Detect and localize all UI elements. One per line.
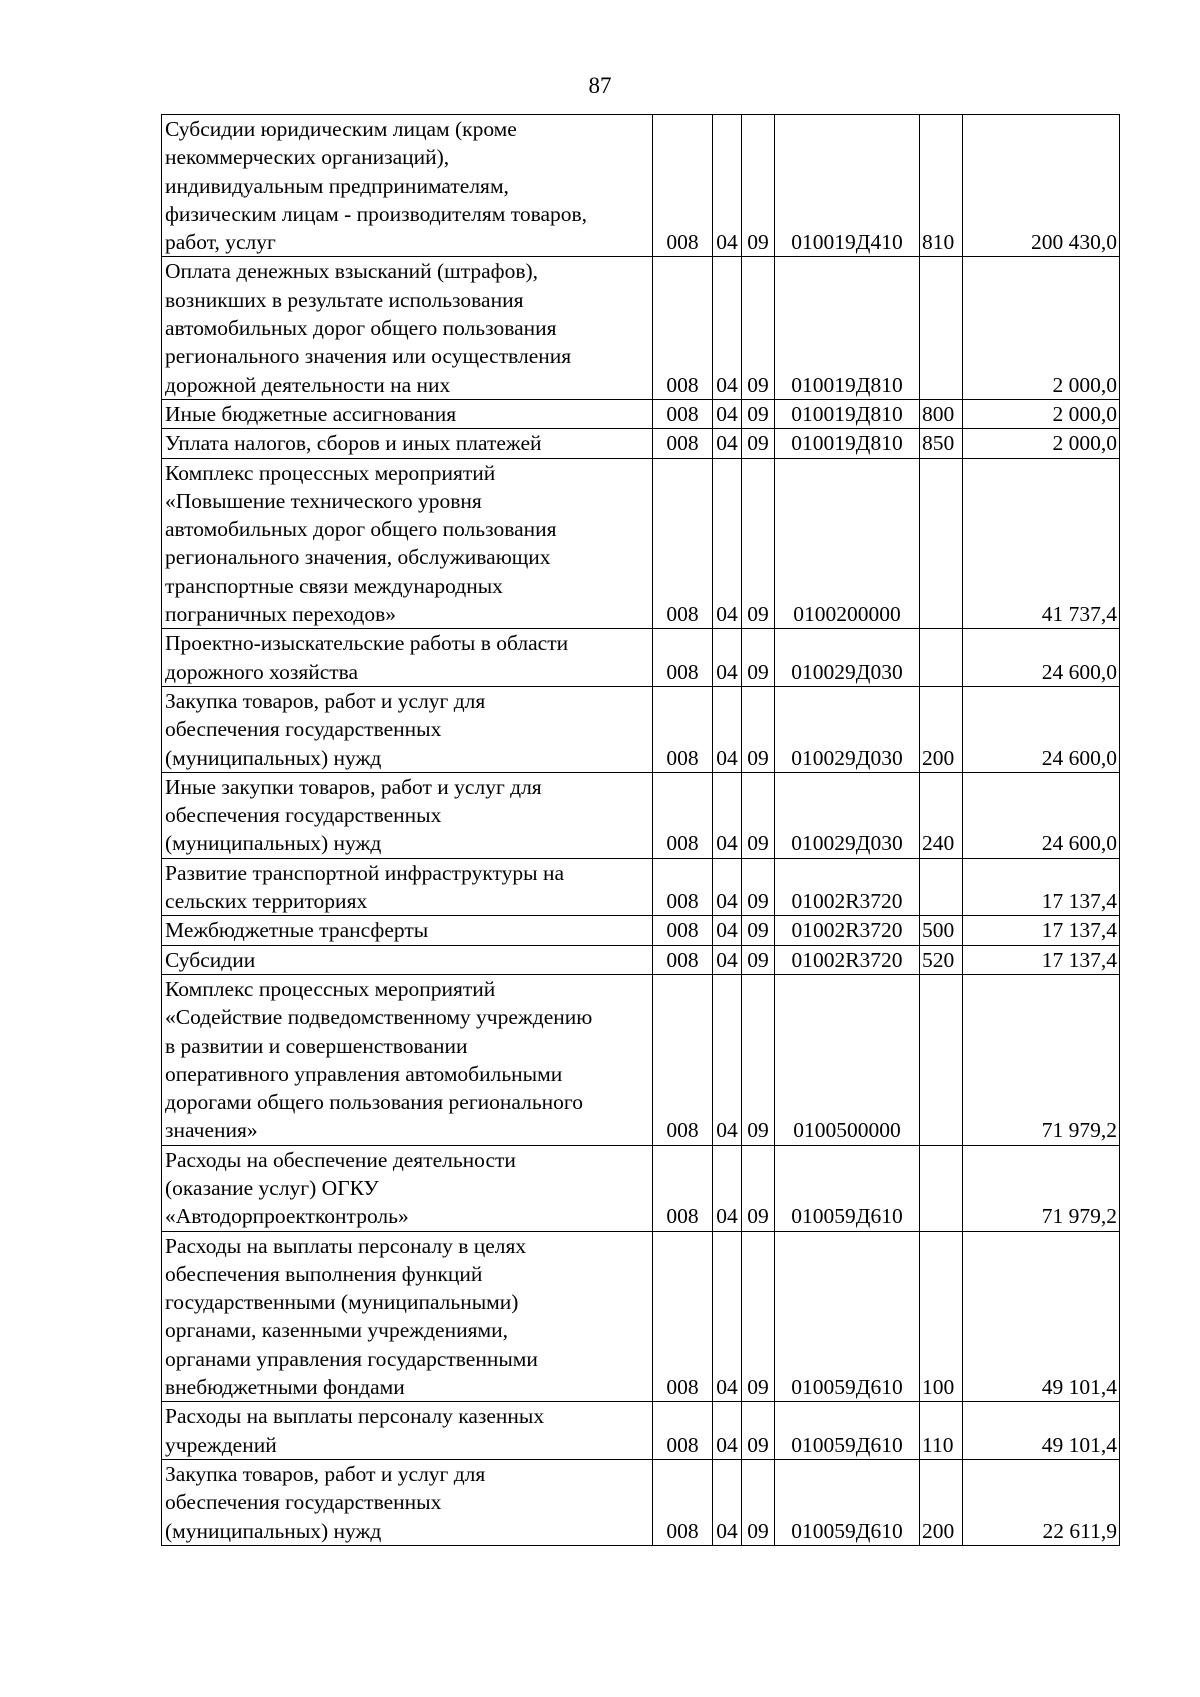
amount: 71 979,2 [963,1145,1120,1231]
table-row [162,1231,1120,1402]
expense-name-line: Межбюджетные трансферты [165,918,429,943]
expense-type-code: 810 [920,115,963,257]
section-code: 04 [713,945,742,974]
ministry-code: 008 [653,458,713,629]
expense-name-line: Субсидии юридическим лицам (кроме [165,117,517,141]
section-code: 04 [713,257,742,399]
expense-name-line: дорожной деятельности на них [165,372,451,397]
amount: 22 611,9 [963,1459,1120,1545]
amount: 17 137,4 [963,858,1120,916]
section-code: 04 [713,629,742,687]
expense-name-line: физическим лицам - производителям товаров, [165,201,588,226]
expense-name [162,974,653,1145]
section-code: 04 [713,974,742,1145]
expense-name-line: обеспечения государственных [165,803,442,828]
ministry-code: 008 [653,429,713,458]
target-article-code: 010019Д810 [775,399,920,428]
target-article-code: 01002R3720 [775,858,920,916]
expense-type-code: 500 [920,916,963,945]
ministry-code: 008 [653,629,713,687]
table-row [162,772,1120,858]
target-article-code: 010019Д410 [775,115,920,257]
amount: 2 000,0 [963,257,1120,399]
table-row [162,858,1120,916]
section-code: 04 [713,1402,742,1460]
expense-name-line: сельских территориях [165,889,368,914]
target-article-code: 010029Д030 [775,686,920,772]
expense-name-line: Субсидии [165,947,256,972]
target-article-code: 010029Д030 [775,772,920,858]
ministry-code: 008 [653,945,713,974]
expense-name [162,115,653,257]
expense-name-line: учреждений [165,1432,277,1457]
amount: 24 600,0 [963,772,1120,858]
section-code: 04 [713,458,742,629]
expense-type-code: 850 [920,429,963,458]
expense-name-line: «Повышение технического уровня [165,488,482,513]
expense-name [162,686,653,772]
expense-name-line: регионального значения или осуществления [165,344,572,369]
page-number: 87 [588,73,612,98]
expense-name [162,257,653,399]
expense-name-line: регионального значения, обслуживающих [165,545,551,570]
expense-name-line: Иные бюджетные ассигнования [165,401,457,426]
expense-name-line: (муниципальных) нужд [165,745,382,770]
target-article-code: 010019Д810 [775,257,920,399]
section-code: 04 [713,686,742,772]
ministry-code: 008 [653,399,713,428]
expense-name-line: Проектно-изыскательские работы в области [165,631,569,656]
expense-name-line: Развитие транспортной инфраструктуры на [165,860,565,885]
table-row [162,257,1120,399]
expense-name [162,1145,653,1231]
expense-type-code: 200 [920,1459,963,1545]
table-row [162,1145,1120,1231]
table-row [162,686,1120,772]
expense-name-line: работ, услуг [165,230,276,255]
amount: 2 000,0 [963,399,1120,428]
ministry-code: 008 [653,686,713,772]
amount: 24 600,0 [963,629,1120,687]
expense-type-code: 240 [920,772,963,858]
target-article-code: 010059Д610 [775,1231,920,1402]
ministry-code: 008 [653,1145,713,1231]
section-code: 04 [713,858,742,916]
expense-type-code [920,858,963,916]
expense-name-line: органами управления государственными [165,1346,538,1371]
ministry-code: 008 [653,916,713,945]
subsection-code: 09 [742,458,775,629]
expense-name [162,858,653,916]
expense-type-code: 100 [920,1231,963,1402]
target-article-code: 0100200000 [775,458,920,629]
expense-name-line: Закупка товаров, работ и услуг для [165,688,486,713]
expense-name-line: оперативного управления автомобильными [165,1061,563,1086]
section-code: 04 [713,429,742,458]
subsection-code: 09 [742,1231,775,1402]
expense-name-line: «Содействие подведомственному учреждению [165,1005,593,1030]
table-row [162,916,1120,945]
expense-type-code: 800 [920,399,963,428]
subsection-code: 09 [742,429,775,458]
expense-name [162,399,653,428]
subsection-code: 09 [742,974,775,1145]
table-row [162,429,1120,458]
subsection-code: 09 [742,858,775,916]
expense-type-code [920,1145,963,1231]
expense-name-line: некоммерческих организаций), [165,145,450,170]
expense-name-line: внебюджетными фондами [165,1375,405,1400]
expense-name-line: в развитии и совершенствовании [165,1033,468,1058]
expense-name [162,1459,653,1545]
table-row [162,458,1120,629]
target-article-code: 010029Д030 [775,629,920,687]
budget-table-body [162,115,1120,1546]
budget-table [161,114,1120,1546]
expense-name-line: (муниципальных) нужд [165,831,382,856]
expense-name-line: Уплата налогов, сборов и иных платежей [165,431,542,456]
target-article-code: 010059Д610 [775,1145,920,1231]
expense-name [162,1231,653,1402]
expense-name-line: государственными (муниципальными) [165,1290,519,1315]
ministry-code: 008 [653,1402,713,1460]
table-row [162,974,1120,1145]
expense-type-code: 200 [920,686,963,772]
table-row [162,1402,1120,1460]
expense-type-code [920,257,963,399]
expense-name-line: пограничных переходов» [165,602,396,627]
amount: 200 430,0 [963,115,1120,257]
amount: 41 737,4 [963,458,1120,629]
section-code: 04 [713,1231,742,1402]
expense-type-code [920,458,963,629]
expense-name-line: автомобильных дорог общего пользования [165,316,557,341]
section-code: 04 [713,1145,742,1231]
expense-name-line: значения» [165,1118,258,1143]
ministry-code: 008 [653,772,713,858]
table-row [162,399,1120,428]
expense-name-line: Расходы на выплаты персоналу казенных [165,1404,545,1429]
amount: 49 101,4 [963,1231,1120,1402]
expense-type-code [920,974,963,1145]
table-row [162,629,1120,687]
section-code: 04 [713,399,742,428]
target-article-code: 010019Д810 [775,429,920,458]
expense-name-line: обеспечения государственных [165,1490,442,1515]
section-code: 04 [713,772,742,858]
section-code: 04 [713,115,742,257]
expense-type-code [920,629,963,687]
expense-name-line: (муниципальных) нужд [165,1518,382,1543]
table-row [162,1459,1120,1545]
ministry-code: 008 [653,115,713,257]
subsection-code: 09 [742,686,775,772]
subsection-code: 09 [742,257,775,399]
expense-name-line: транспортные связи международных [165,573,503,598]
expense-name-line: Комплекс процессных мероприятий [165,976,496,1001]
expense-name [162,945,653,974]
subsection-code: 09 [742,1145,775,1231]
subsection-code: 09 [742,115,775,257]
amount: 17 137,4 [963,945,1120,974]
expense-type-code: 110 [920,1402,963,1460]
expense-name-line: обеспечения государственных [165,717,442,742]
ministry-code: 008 [653,1459,713,1545]
amount: 17 137,4 [963,916,1120,945]
subsection-code: 09 [742,1402,775,1460]
subsection-code: 09 [742,399,775,428]
expense-name-line: дорожного хозяйства [165,659,359,684]
expense-name-line: «Автодорпроектконтроль» [165,1204,409,1229]
expense-name-line: Иные закупки товаров, работ и услуг для [165,774,542,799]
expense-name [162,1402,653,1460]
subsection-code: 09 [742,945,775,974]
expense-name [162,458,653,629]
expense-name-line: дорогами общего пользования регионального [165,1090,583,1115]
target-article-code: 01002R3720 [775,916,920,945]
target-article-code: 010059Д610 [775,1459,920,1545]
amount: 71 979,2 [963,974,1120,1145]
expense-name-line: Комплекс процессных мероприятий [165,460,496,485]
expense-name-line: Закупка товаров, работ и услуг для [165,1461,486,1486]
expense-name-line: обеспечения выполнения функций [165,1261,483,1286]
expense-name [162,429,653,458]
expense-name [162,916,653,945]
subsection-code: 09 [742,916,775,945]
expense-name-line: автомобильных дорог общего пользования [165,517,557,542]
expense-name-line: возникших в результате использования [165,287,524,312]
amount: 49 101,4 [963,1402,1120,1460]
amount: 2 000,0 [963,429,1120,458]
section-code: 04 [713,1459,742,1545]
expense-name [162,629,653,687]
target-article-code: 01002R3720 [775,945,920,974]
expense-name-line: (оказание услуг) ОГКУ [165,1175,379,1200]
ministry-code: 008 [653,1231,713,1402]
target-article-code: 010059Д610 [775,1402,920,1460]
table-row [162,945,1120,974]
expense-name-line: Оплата денежных взысканий (штрафов), [165,259,539,284]
expense-name-line: Расходы на выплаты персоналу в целях [165,1233,527,1258]
ministry-code: 008 [653,858,713,916]
expense-name [162,772,653,858]
section-code: 04 [713,916,742,945]
expense-type-code: 520 [920,945,963,974]
expense-name-line: индивидуальным предпринимателям, [165,173,509,198]
expense-name-line: Расходы на обеспечение деятельности [165,1147,516,1172]
amount: 24 600,0 [963,686,1120,772]
expense-name-line: органами, казенными учреждениями, [165,1318,508,1343]
subsection-code: 09 [742,1459,775,1545]
ministry-code: 008 [653,257,713,399]
subsection-code: 09 [742,772,775,858]
ministry-code: 008 [653,974,713,1145]
table-row [162,115,1120,257]
target-article-code: 0100500000 [775,974,920,1145]
subsection-code: 09 [742,629,775,687]
